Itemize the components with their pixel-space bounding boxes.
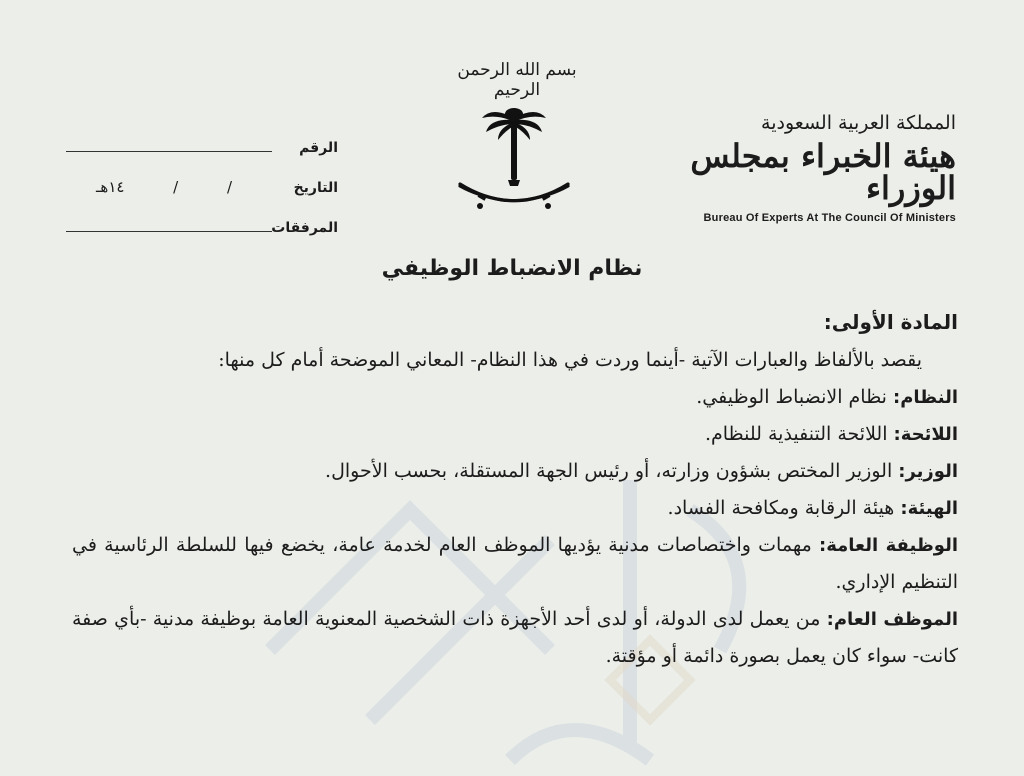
- article-heading: المادة الأولى:: [823, 310, 958, 334]
- definition-term: اللائحة:: [893, 424, 958, 446]
- reference-fields: [66, 116, 338, 236]
- date-separator: /: [173, 178, 179, 196]
- attachments-row: [66, 196, 338, 236]
- attachments-line: [66, 223, 272, 232]
- date-separator: /: [226, 178, 232, 196]
- organization-header: [656, 112, 956, 224]
- definition-item: [72, 601, 958, 675]
- definition-item: [72, 490, 958, 527]
- date-row: [66, 156, 338, 196]
- country-name: المملكة العربية السعودية: [761, 112, 956, 134]
- definition-text: نظام الانضباط الوظيفي.: [696, 386, 887, 409]
- definition-item: [72, 527, 958, 601]
- basmala: بسم الله الرحمن الرحيم: [457, 60, 577, 100]
- attachments-label: المرفقات: [271, 220, 338, 236]
- definition-text: اللائحة التنفيذية للنظام.: [704, 423, 888, 446]
- definition-item: [72, 416, 958, 453]
- definition-item: [72, 453, 958, 490]
- date-year-suffix: ١٤هـ: [96, 178, 125, 196]
- definition-text: الوزير المختص بشؤون وزارته، أو رئيس الجهة المستقلة، بحسب الأحوال.: [325, 460, 893, 483]
- definition-term: الهيئة:: [900, 498, 958, 520]
- reference-number-row: [66, 116, 338, 156]
- palm-swords-emblem-icon: [452, 100, 577, 225]
- definition-text: من يعمل لدى الدولة، أو لدى أحد الأجهزة ذات الشخصية المعنوية العامة بوظيفة مدنية -بأي صفة كانت- سواء كان يعمل بصورة دائمة أو مؤقتة.: [72, 608, 958, 668]
- definition-term: الوزير:: [898, 461, 958, 483]
- date-label: التاريخ: [293, 180, 338, 196]
- definition-item: [72, 379, 958, 416]
- article-intro: يقصد بالألفاظ والعبارات الآتية -أينما وردت في هذا النظام- المعاني الموضحة أمام كل منها:: [218, 349, 922, 371]
- organization-name-english: Bureau Of Experts At The Council Of Ministers: [703, 212, 956, 224]
- definition-term: النظام:: [893, 387, 958, 409]
- date-value: [66, 178, 272, 196]
- definition-text: مهمات واختصاصات مدنية يؤديها الموظف العام لخدمة عامة، يخضع فيها للسلطة الرئاسية في التنظيم الإداري.: [72, 534, 958, 594]
- document-title: نظام الانضباط الوظيفي: [381, 256, 643, 281]
- reference-number-label: الرقم: [299, 140, 338, 156]
- document-body: [72, 303, 958, 675]
- definition-text: هيئة الرقابة ومكافحة الفساد.: [667, 497, 895, 520]
- organization-name: هيئة الخبراء بمجلس الوزراء: [690, 137, 956, 207]
- reference-number-line: [66, 143, 272, 152]
- definition-term: الموظف العام:: [826, 609, 958, 631]
- definition-term: الوظيفة العامة:: [819, 535, 958, 557]
